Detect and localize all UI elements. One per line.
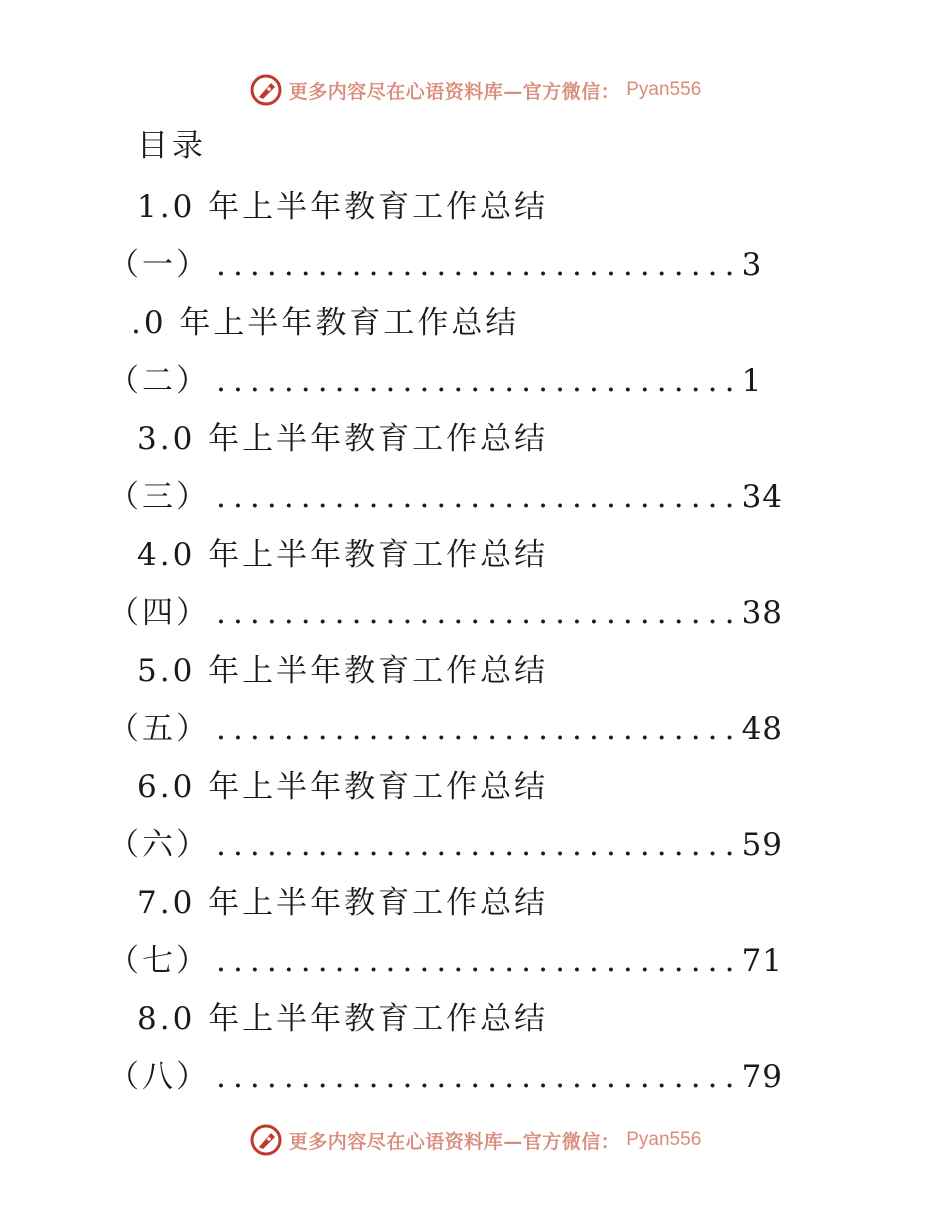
- toc-entry-label: （八）: [108, 1059, 210, 1095]
- toc-page-number: 79: [741, 1059, 784, 1095]
- toc-entry-title: 3.0 年上半年教育工作总结: [137, 421, 549, 457]
- toc-page-number: 3: [741, 247, 763, 283]
- toc-entry[interactable]: [0, 178, 950, 294]
- watermark-handle: Pyan556: [626, 1129, 702, 1150]
- toc-page-number: 1: [741, 363, 763, 399]
- toc-dot-leader: ...............................: [216, 827, 742, 863]
- toc-entry-line: [0, 932, 950, 990]
- toc-dot-leader: ...............................: [216, 247, 742, 283]
- toc-entry-title: 6.0 年上半年教育工作总结: [137, 769, 549, 805]
- toc-page-number: 59: [741, 827, 784, 863]
- pen-nib-logo-icon: [249, 1123, 283, 1157]
- toc-entry-line: [0, 700, 950, 758]
- toc-heading: 目录: [137, 128, 207, 164]
- toc-entry-label: （二）: [108, 363, 210, 399]
- toc-entry-line: [0, 352, 950, 410]
- toc-entry[interactable]: [0, 758, 950, 874]
- watermark-handle: Pyan556: [626, 79, 702, 100]
- watermark-footer: [0, 1120, 950, 1160]
- toc-entry-title: 8.0 年上半年教育工作总结: [137, 1001, 549, 1037]
- toc-entry-title: .0 年上半年教育工作总结: [131, 305, 520, 341]
- toc-dot-leader: ...............................: [216, 363, 742, 399]
- table-of-contents: [0, 178, 950, 1106]
- toc-entry[interactable]: [0, 410, 950, 526]
- pen-nib-logo-icon: [249, 73, 283, 107]
- toc-entry-title: 1.0 年上半年教育工作总结: [137, 189, 549, 225]
- toc-page-number: 38: [741, 595, 784, 631]
- toc-entry[interactable]: [0, 990, 950, 1106]
- toc-entry-line: [0, 468, 950, 526]
- toc-entry[interactable]: [0, 874, 950, 990]
- toc-entry-line: [0, 1048, 950, 1106]
- toc-entry-line: [0, 584, 950, 642]
- toc-entry-title: 7.0 年上半年教育工作总结: [137, 885, 549, 921]
- toc-page-number: 71: [741, 943, 784, 979]
- toc-entry-label: （五）: [108, 711, 210, 747]
- toc-entry-title: 5.0 年上半年教育工作总结: [137, 653, 549, 689]
- toc-entry[interactable]: [0, 526, 950, 642]
- toc-dot-leader: ...............................: [216, 595, 742, 631]
- toc-entry-label: （一）: [108, 247, 210, 283]
- toc-entry-label: （四）: [108, 595, 210, 631]
- toc-entry-label: （七）: [108, 943, 210, 979]
- toc-dot-leader: ...............................: [216, 711, 742, 747]
- toc-dot-leader: ...............................: [216, 479, 742, 515]
- watermark-text: 更多内容尽在心语资料库—官方微信：: [288, 1130, 621, 1153]
- toc-page-number: 48: [741, 711, 784, 747]
- toc-page-number: 34: [741, 479, 784, 515]
- watermark-text: 更多内容尽在心语资料库—官方微信：: [288, 80, 621, 103]
- toc-dot-leader: ...............................: [216, 1059, 742, 1095]
- toc-entry-label: （三）: [108, 479, 210, 515]
- watermark-header: [0, 70, 950, 110]
- toc-entry-label: （六）: [108, 827, 210, 863]
- toc-entry[interactable]: [0, 642, 950, 758]
- toc-dot-leader: ...............................: [216, 943, 742, 979]
- toc-entry-title: 4.0 年上半年教育工作总结: [137, 537, 549, 573]
- toc-entry-line: [0, 236, 950, 294]
- toc-entry[interactable]: [0, 294, 950, 410]
- toc-entry-line: [0, 816, 950, 874]
